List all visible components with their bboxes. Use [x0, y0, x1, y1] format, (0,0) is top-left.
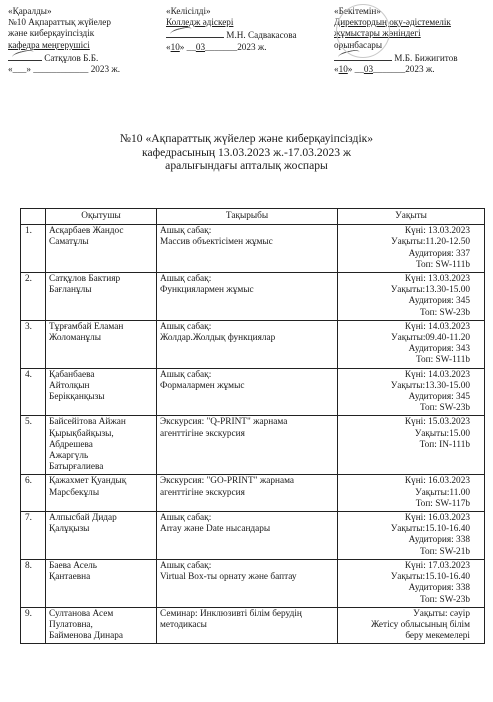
- table-row: [21, 368, 485, 416]
- time-line: Күні: 14.03.2023: [404, 369, 470, 380]
- row-number: 8.: [21, 559, 46, 607]
- teacher-cell: [46, 273, 157, 321]
- time-cell: [338, 273, 485, 321]
- teacher-line: Байменова Динара: [49, 631, 123, 642]
- topic-cell: [157, 607, 338, 644]
- header-topic: Тақырыбы: [157, 209, 338, 225]
- time-line: Уақыты:15.10-16.40: [390, 572, 470, 583]
- time-line: Аудитория: 345: [408, 392, 470, 403]
- time-line: Күні: 15.03.2023: [404, 417, 470, 428]
- time-line: Топ: SW-23b: [420, 403, 470, 414]
- approval-line: және киберқауіпсіздік: [8, 28, 95, 39]
- topic-cell: [157, 368, 338, 416]
- time-line: Күні: 13.03.2023: [404, 226, 470, 237]
- topic-line: Функциялармен жұмыс: [160, 285, 254, 296]
- approval-reviewed: «Қаралды» №10 Ақпараттық жүйелер және киберқауіпсіздік кафедра меңгерушісі Сатқұлов Б.Б. «___» ____________ 2023 ж.: [8, 6, 121, 75]
- teacher-cell: [46, 416, 157, 475]
- teacher-line: Байсейітова Айжан: [49, 417, 126, 428]
- table-row: [21, 559, 485, 607]
- time-line: Аудитория: 345: [408, 296, 470, 307]
- teacher-cell: [46, 559, 157, 607]
- approval-line: жұмыстары жөніндегі: [334, 28, 421, 39]
- approval-heading: «Қаралды»: [8, 6, 52, 16]
- topic-cell: [157, 273, 338, 321]
- topic-line: Формалармен жұмыс: [160, 380, 245, 391]
- approval-line: Директордың оқу-әдістемелік: [334, 17, 451, 28]
- teacher-cell: [46, 475, 157, 512]
- teacher-cell: [46, 368, 157, 416]
- topic-line: Ашық сабақ:: [160, 274, 212, 285]
- teacher-line: Асқарбаев Жандос: [49, 226, 124, 237]
- approval-signer: Сатқұлов Б.Б.: [44, 52, 99, 63]
- approval-date-year: 2023 ж.: [237, 41, 267, 52]
- row-number: 1.: [21, 225, 46, 273]
- teacher-line: Абдрешева: [49, 439, 93, 450]
- approval-approved: «Бекітемін» Директордың оқу-әдістемелік жұмыстары жөніндегі орынбасары М.Б. Бижигитов «10» __03_______2023 ж.: [334, 6, 458, 75]
- topic-cell: [157, 475, 338, 512]
- row-number: 6.: [21, 475, 46, 512]
- teacher-line: Жоломанұлы: [49, 333, 101, 344]
- time-cell: [338, 475, 485, 512]
- approval-heading: «Келісілді»: [166, 6, 211, 16]
- table-row: [21, 320, 485, 368]
- approval-signer: М.Б. Бижигитов: [394, 52, 458, 63]
- topic-line: агенттігіне экскурсия: [160, 487, 245, 498]
- time-line: Топ: SW-21b: [420, 546, 470, 557]
- time-line: Уақыты:09.40-11.20: [391, 333, 470, 344]
- time-line: Аудитория: 338: [408, 535, 470, 546]
- table-row: [21, 273, 485, 321]
- teacher-line: Бағланұлы: [49, 285, 92, 296]
- teacher-line: Саматұлы: [49, 237, 89, 248]
- topic-line: Ашық сабақ:: [160, 369, 212, 380]
- topic-cell: [157, 225, 338, 273]
- time-line: Аудитория: 343: [408, 344, 470, 355]
- time-line: Топ: SW-23b: [420, 307, 470, 318]
- topic-line: Экскурсия: "GO-PRINT" жарнама: [160, 476, 295, 487]
- title-line: №10 «Ақпараттық жүйелер және киберқауіпсіздік»: [119, 132, 374, 145]
- time-line: Күні: 16.03.2023: [404, 476, 470, 487]
- topic-line: Экскурсия: "Q-PRINT" жарнама: [160, 417, 288, 428]
- approval-date-day: «___»: [8, 64, 31, 75]
- teacher-line: Ажаргүль: [49, 451, 89, 462]
- teacher-line: Берікқанқызы: [49, 392, 105, 403]
- topic-line: Virtual Box-ты орнату және баптау: [160, 572, 297, 583]
- topic-cell: [157, 559, 338, 607]
- teacher-line: Сатқұлов Бактияр: [49, 274, 121, 285]
- approval-agreed: «Келісілді» Колледж әдіскері М.Н. Садвакасова «10» __03_______2023 ж.: [166, 6, 297, 52]
- approval-heading: «Бекітемін»: [334, 6, 381, 16]
- topic-line: Ашық сабақ:: [160, 321, 212, 332]
- document-title: [0, 132, 493, 173]
- time-line: Уақыты:15.00: [414, 428, 470, 439]
- teacher-line: Айтолқын: [49, 380, 90, 391]
- row-number: 4.: [21, 368, 46, 416]
- approval-line: орынбасары: [334, 39, 383, 50]
- topic-line: Массив объектісімен жұмыс: [160, 237, 273, 248]
- table-row: [21, 512, 485, 560]
- teacher-line: Марсбекұлы: [49, 487, 100, 498]
- header-num: [21, 209, 46, 225]
- approval-date-year: 2023 ж.: [405, 64, 435, 75]
- row-number: 9.: [21, 607, 46, 644]
- topic-line: Array және Date нысандары: [160, 524, 271, 535]
- time-line: Топ: SW-117b: [415, 498, 470, 509]
- topic-line: Семинар: Инклюзивті білім берудің: [160, 608, 302, 619]
- teacher-line: Қажахмет Қуандық: [49, 476, 127, 487]
- row-number: 3.: [21, 320, 46, 368]
- table-row: [21, 416, 485, 475]
- time-cell: [338, 559, 485, 607]
- signature-mark: [166, 28, 224, 38]
- approval-signer: М.Н. Садвакасова: [226, 30, 297, 41]
- topic-line: Жолдар.Жолдық функциялар: [160, 333, 276, 344]
- topic-cell: [157, 416, 338, 475]
- table-row: [21, 607, 485, 644]
- teacher-line: Султанова Асем: [49, 608, 114, 619]
- title-line: кафедрасының 13.03.2023 ж.-17.03.2023 ж: [142, 145, 351, 159]
- time-line: Уақыты:13.30-15.00: [390, 380, 470, 391]
- teacher-line: Қырықбайқызы,: [49, 428, 114, 439]
- topic-cell: [157, 320, 338, 368]
- schedule-table: [20, 208, 485, 644]
- teacher-line: Баева Асель: [49, 560, 98, 571]
- time-line: Жетісу облысының білім: [371, 619, 470, 630]
- time-cell: [338, 368, 485, 416]
- time-line: Топ: SW-111b: [416, 355, 470, 366]
- teacher-line: Қалұқызы: [49, 524, 90, 535]
- teacher-cell: [46, 607, 157, 644]
- time-cell: [338, 416, 485, 475]
- row-number: 2.: [21, 273, 46, 321]
- topic-line: Ашық сабақ:: [160, 560, 212, 571]
- approval-date-day: 10: [170, 41, 180, 52]
- time-line: Күні: 17.03.2023: [404, 560, 470, 571]
- teacher-line: Тұрғамбай Еламан: [49, 321, 124, 332]
- time-line: Күні: 14.03.2023: [404, 321, 470, 332]
- teacher-line: Батырғалиева: [49, 462, 104, 473]
- topic-line: Ашық сабақ:: [160, 513, 212, 524]
- topic-line: методикасы: [160, 619, 207, 630]
- approval-line: кафедра меңгерушісі: [8, 39, 90, 50]
- topic-line: Ашық сабақ:: [160, 226, 212, 237]
- topic-line: агенттігіне экскурсия: [160, 428, 245, 439]
- row-number: 7.: [21, 512, 46, 560]
- approval-date-day: 10: [338, 64, 348, 75]
- time-line: Уақыты:11.00: [415, 487, 470, 498]
- teacher-cell: [46, 225, 157, 273]
- time-cell: [338, 607, 485, 644]
- table-header-row: [21, 209, 485, 225]
- teacher-cell: [46, 512, 157, 560]
- time-line: Аудитория: 337: [408, 248, 470, 259]
- approval-date-month: 03: [363, 64, 374, 75]
- time-cell: [338, 512, 485, 560]
- row-number: 5.: [21, 416, 46, 475]
- time-line: Уақыты:13.30-15.00: [390, 285, 470, 296]
- time-line: Уақыты: сәуір: [413, 608, 470, 619]
- approval-line: Колледж әдіскері: [166, 17, 234, 28]
- time-line: беру мекемелері: [405, 631, 470, 642]
- table-row: [21, 475, 485, 512]
- approval-date-month: 03: [195, 41, 206, 52]
- time-line: Топ: SW-111b: [416, 259, 470, 270]
- header-time: Уақыты: [338, 209, 485, 225]
- header-teacher: Оқытушы: [46, 209, 157, 225]
- teacher-line: Пулатовна,: [49, 619, 93, 630]
- time-line: Топ: IN-111b: [419, 439, 470, 450]
- time-cell: [338, 225, 485, 273]
- approval-line: №10 Ақпараттық жүйелер: [8, 17, 111, 28]
- teacher-cell: [46, 320, 157, 368]
- teacher-line: Қабанбаева: [49, 369, 95, 380]
- signature-mark: [8, 51, 42, 61]
- stamp-seal: [336, 4, 390, 58]
- title-line: аралығындағы апталық жоспары: [165, 159, 328, 172]
- time-line: Уақыты:11.20-12.50: [391, 237, 470, 248]
- time-line: Топ: SW-23b: [420, 594, 470, 605]
- time-line: Күні: 13.03.2023: [404, 274, 470, 285]
- time-cell: [338, 320, 485, 368]
- table-row: [21, 225, 485, 273]
- teacher-line: Қантаевна: [49, 572, 91, 583]
- time-line: Аудитория: 338: [408, 583, 470, 594]
- topic-cell: [157, 512, 338, 560]
- teacher-line: Алпысбай Дидар: [49, 513, 117, 524]
- time-line: Күні: 16.03.2023: [404, 513, 470, 524]
- approval-date-year: 2023 ж.: [90, 64, 121, 75]
- time-line: Уақыты:15.10-16.40: [390, 524, 470, 535]
